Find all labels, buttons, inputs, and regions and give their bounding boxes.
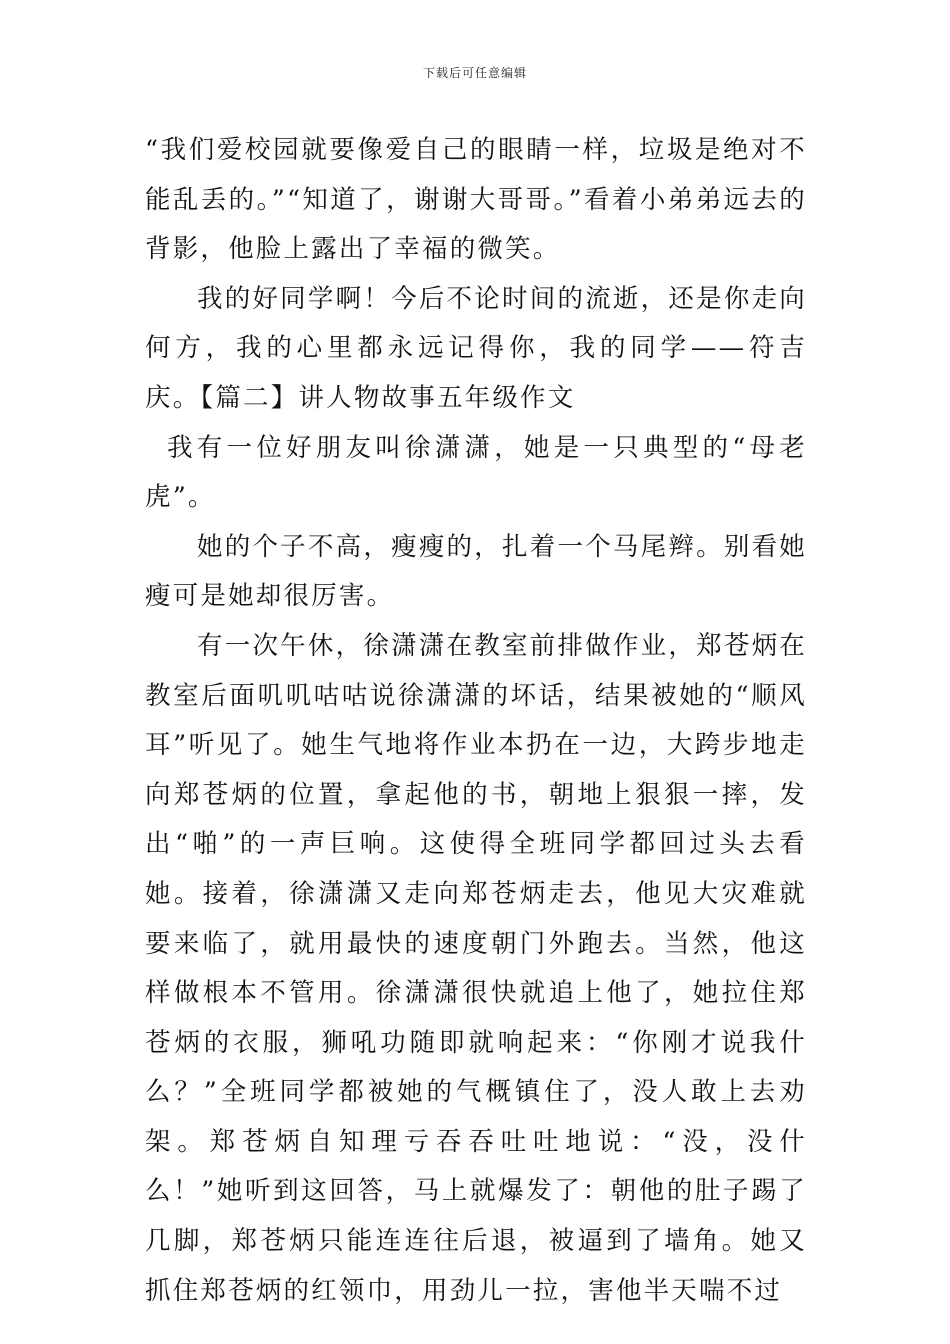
paragraph-2: 我的好同学啊！今后不论时间的流逝，还是你走向何方，我的心里都永远记得你，我的同学——符吉庆。【篇二】讲人物故事五年级作文 [145,283,807,413]
page-header: 下载后可任意编辑 [422,66,527,80]
document-body [145,126,807,1316]
paragraph-1: “我们爱校园就要像爱自己的眼睛一样，垃圾是绝对不能乱丢的。”“知道了，谢谢大哥哥。”看着小弟弟远去的背影，他脸上露出了幸福的微笑。 [145,135,807,265]
paragraph-4: 她的个子不高，瘦瘦的，扎着一个马尾辫。别看她瘦可是她却很厉害。 [145,531,807,612]
paragraph-3: 我有一位好朋友叫徐潇潇，她是一只典型的“母老虎”。 [145,432,807,513]
paragraph-5: 有一次午休，徐潇潇在教室前排做作业，郑苍炳在教室后面叽叽咕咕说徐潇潇的坏话，结果被她的“顺风耳”听见了。她生气地将作业本扔在一边，大跨步地走向郑苍炳的位置，拿起他的书，朝地上狠狠一摔，发出“啪”的一声巨响。这使得全班同学都回过头去看她。接着，徐潇潇又走向郑苍炳走去，他见大灾难就要来临了，就用最快的速度朝门外跑去。当然，他这样做根本不管用。徐潇潇很快就追上他了，她拉住郑苍炳的衣服，狮吼功随即就响起来：“你刚才说我什么？”全班同学都被她的气概镇住了，没人敢上去劝架。郑苍炳自知理亏吞吞吐吐地说：“没，没什么！”她听到这回答，马上就爆发了：朝他的肚子踢了几脚，郑苍炳只能连连往后退，被逼到了墙角。她又抓住郑苍炳的红领巾，用劲儿一拉，害他半天喘不过 [145,630,807,1306]
